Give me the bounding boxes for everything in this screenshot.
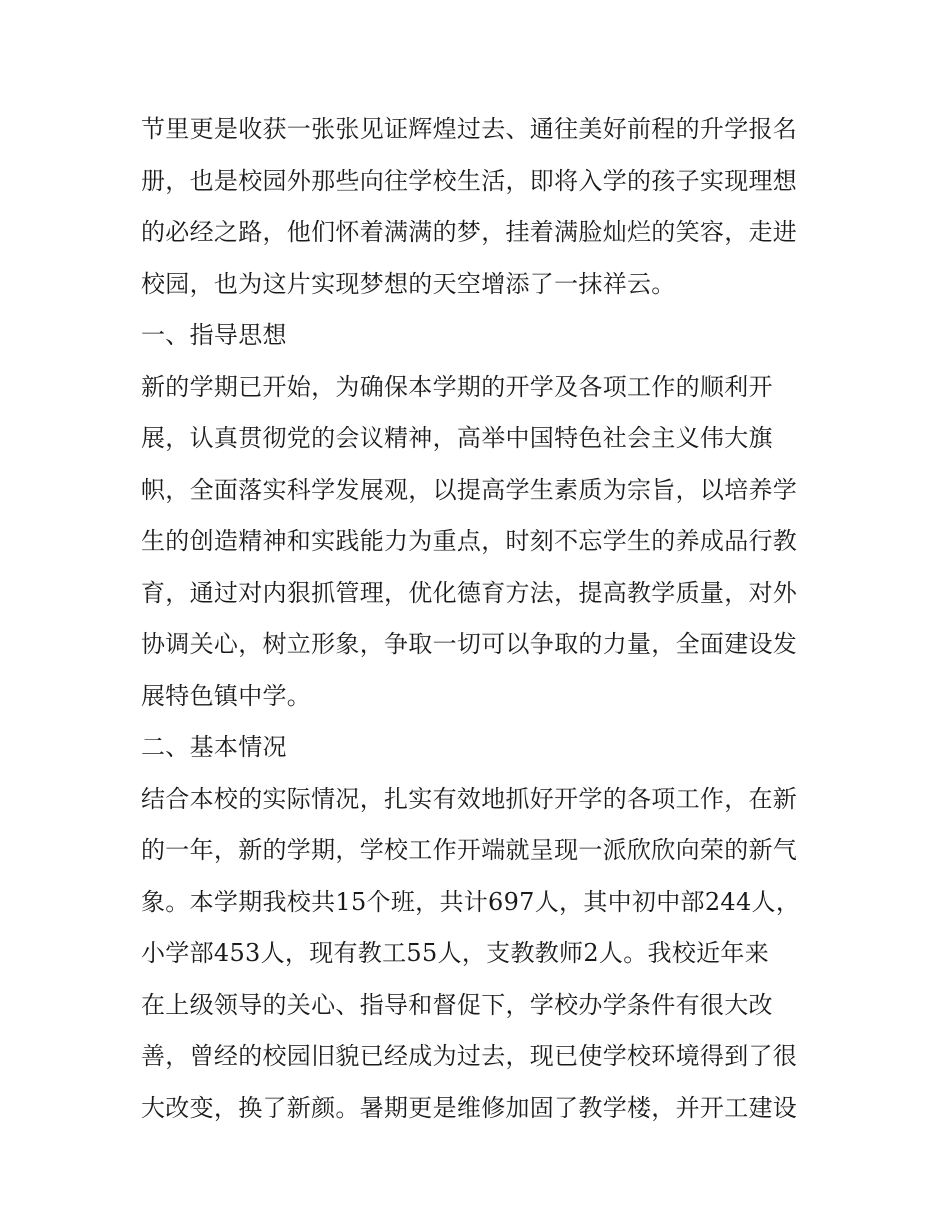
- paragraph-line: 结合本校的实际情况，扎实有效地抓好开学的各项工作，在新: [141, 784, 798, 813]
- paragraph-line: 册，也是校园外那些向往学校生活，即将入学的孩子实现理想: [141, 166, 798, 195]
- paragraph-line: 校园，也为这片实现梦想的天空增添了一抹祥云。: [141, 269, 676, 298]
- paragraph-line: 帜，全面落实科学发展观，以提高学生素质为宗旨，以培养学: [141, 475, 798, 504]
- section-heading: 二、基本情况: [141, 733, 287, 761]
- paragraph-line: 在上级领导的关心、指导和督促下，学校办学条件有很大改: [141, 990, 773, 1019]
- paragraph-line: 的一年，新的学期，学校工作开端就呈现一派欣欣向荣的新气: [141, 836, 798, 864]
- section-heading: 一、指导思想: [141, 321, 287, 349]
- paragraph-line: 生的创造精神和实践能力为重点，时刻不忘学生的养成品行教: [141, 527, 798, 555]
- paragraph-line: 象。本学期我校共15个班，共计697人，其中初中部244人，: [141, 887, 801, 916]
- paragraph-line: 的必经之路，他们怀着满满的梦，挂着满脸灿烂的笑容，走进: [141, 218, 798, 246]
- document-body: [141, 104, 821, 1134]
- paragraph-line: 展特色镇中学。: [141, 681, 312, 710]
- paragraph-line: 小学部453人，现有教工55人，支教教师2人。我校近年来: [141, 939, 770, 967]
- paragraph-line: 大改变，换了新颜。暑期更是维修加固了教学楼，并开工建设: [141, 1093, 798, 1122]
- paragraph-line: 展，认真贯彻党的会议精神，高举中国特色社会主义伟大旗: [141, 424, 773, 452]
- paragraph-line: 育，通过对内狠抓管理，优化德育方法，提高教学质量，对外: [141, 578, 798, 607]
- paragraph-line: 新的学期已开始，为确保本学期的开学及各项工作的顺利开: [141, 372, 773, 401]
- paragraph-line: 善，曾经的校园旧貌已经成为过去，现已使学校环境得到了很: [141, 1042, 798, 1070]
- paragraph-line: 协调关心，树立形象，争取一切可以争取的力量，全面建设发: [141, 630, 798, 658]
- paragraph-line: 节里更是收获一张张见证辉煌过去、通往美好前程的升学报名: [141, 115, 798, 143]
